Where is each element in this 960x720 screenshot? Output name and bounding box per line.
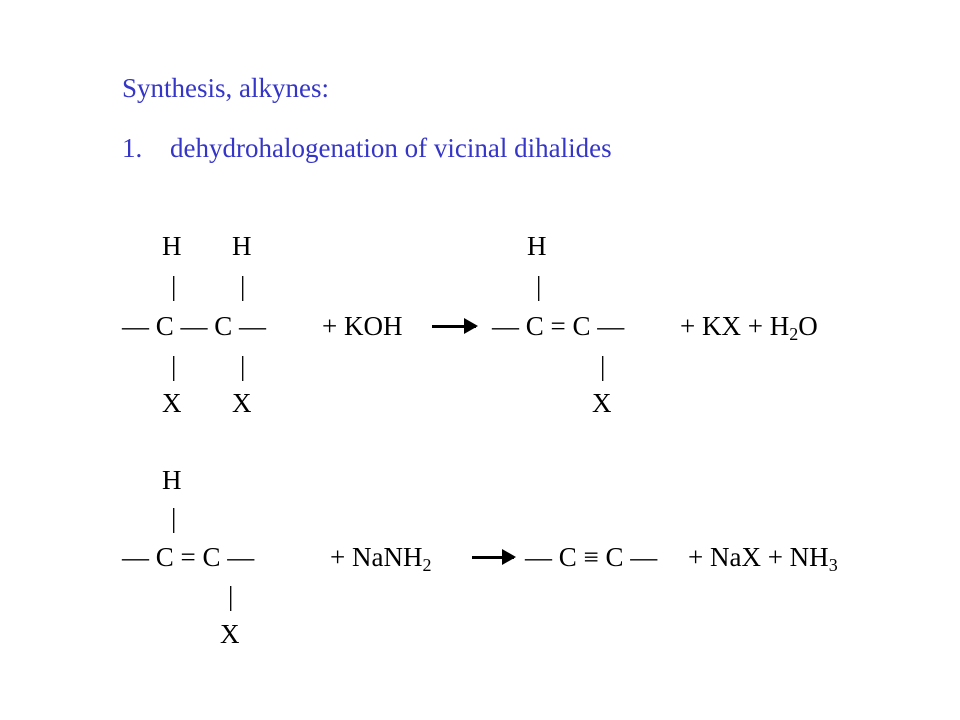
reaction-arrow-icon <box>432 325 476 328</box>
bond-line: | <box>536 271 542 301</box>
reagent-nanh2 <box>330 541 431 573</box>
slide-title: Synthesis, alkynes: <box>122 73 329 103</box>
water-h: H <box>769 311 790 341</box>
bond-line: | <box>228 581 234 611</box>
water-subscript: 2 <box>789 324 799 344</box>
reagent-subscript: 2 <box>422 555 432 575</box>
reagent-base: + NaNH <box>330 542 423 572</box>
byproducts <box>688 541 838 573</box>
hydrogen-label: H <box>162 465 182 495</box>
product-chain: — C ≡ C — <box>525 542 658 572</box>
reactant-chain: — C = C — <box>122 542 255 572</box>
byproduct-text: + NaX + NH <box>688 542 829 572</box>
reagent-koh: + KOH <box>322 311 403 341</box>
hydrogen-label: H <box>232 231 252 261</box>
list-item-text: dehydrohalogenation of vicinal dihalides <box>170 133 612 163</box>
byproduct-subscript: 3 <box>828 555 838 575</box>
byproducts <box>680 310 818 342</box>
bond-line: | <box>240 351 246 381</box>
bond-line: | <box>240 271 246 301</box>
hydrogen-label: H <box>162 231 182 261</box>
halogen-label: X <box>162 388 182 418</box>
bond-line: | <box>171 271 177 301</box>
halogen-label: X <box>592 388 612 418</box>
bond-line: | <box>171 351 177 381</box>
halogen-label: X <box>232 388 252 418</box>
water-o: O <box>798 311 818 341</box>
reactant-chain: — C — C — <box>122 311 267 341</box>
reaction-arrow-icon <box>472 556 514 559</box>
list-item-number: 1. <box>122 133 143 163</box>
product-chain: — C = C — <box>492 311 625 341</box>
hydrogen-label: H <box>527 231 547 261</box>
bond-line: | <box>171 503 177 533</box>
bond-line: | <box>600 351 606 381</box>
halogen-label: X <box>220 619 240 649</box>
list-item <box>122 132 612 164</box>
byproduct-kx: + KX + <box>680 311 770 341</box>
